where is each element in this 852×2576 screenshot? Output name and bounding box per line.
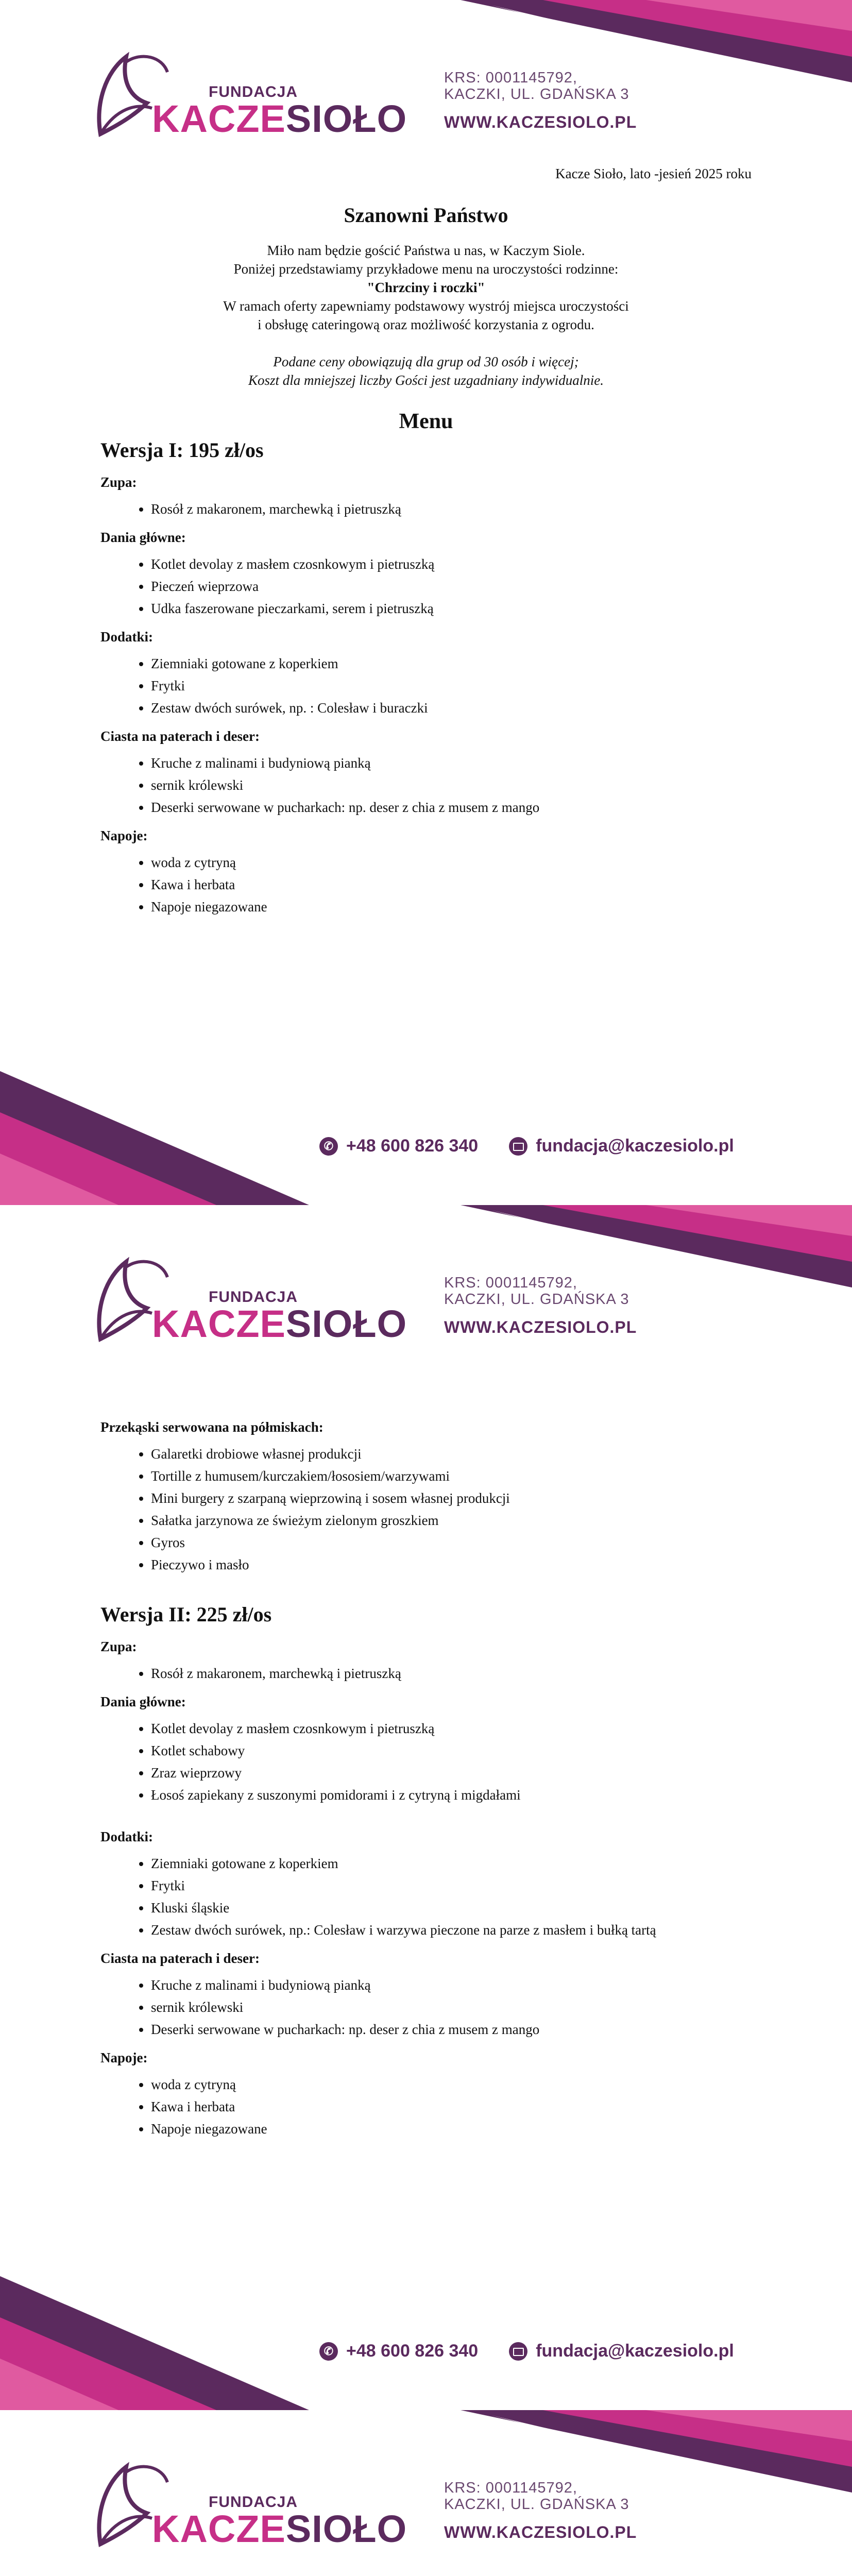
- decorative-stripes-bottom: [0, 2256, 852, 2410]
- list-item: • Frytki: [151, 676, 752, 696]
- list-item: • Frytki: [151, 1876, 752, 1895]
- list-item: • Kluski śląskie: [151, 1899, 752, 1918]
- list-item: • Ziemniaki gotowane z koperkiem: [151, 654, 752, 673]
- section-label: Przekąski serwowana na półmiskach:: [100, 1419, 323, 1435]
- logo-brand: KACZESIOŁO: [152, 2507, 407, 2550]
- page-2-content: [100, 1409, 752, 2146]
- organization-info: [444, 70, 637, 130]
- list-item: • Pieczeń wieprzowa: [151, 577, 752, 596]
- address: KACZKI, UL. GDAŃSKA 3: [444, 1291, 629, 1308]
- logo-fundacja-text: FUNDACJA: [209, 1289, 298, 1306]
- footer-contacts: [319, 2341, 734, 2361]
- logo: [90, 41, 415, 139]
- dodatki-list: [100, 654, 752, 718]
- envelope-icon: [509, 2342, 527, 2361]
- list-item: • Łosoś zapiekany z suszonymi pomidorami i z cytryną i migdałami: [151, 1786, 752, 1805]
- menu-title: Menu: [399, 410, 453, 433]
- zupa-list: [100, 500, 752, 519]
- krs-number: KRS: 0001145792,: [444, 1275, 577, 1291]
- list-item: • Kotlet devolay z masłem czosnkowym i pietruszką: [151, 555, 752, 574]
- list-item: • Kruche z malinami i budyniową pianką: [151, 754, 752, 773]
- logo-brand: KACZESIOŁO: [152, 1302, 407, 1345]
- list-item: • Gyros: [151, 1533, 752, 1552]
- section-label: Napoje:: [100, 2050, 148, 2065]
- list-item: • Napoje niegazowane: [151, 2120, 752, 2139]
- version-2-title: Wersja II: 225 zł/os: [100, 1603, 272, 1626]
- phone-icon: ✆: [319, 2342, 338, 2361]
- date-line: Kacze Sioło, lato -jesień 2025 roku: [555, 166, 752, 181]
- dania-list: [100, 555, 752, 618]
- address: KACZKI, UL. GDAŃSKA 3: [444, 2496, 629, 2513]
- website-link[interactable]: WWW.KACZESIOLO.PL: [444, 113, 637, 131]
- website-link[interactable]: WWW.KACZESIOLO.PL: [444, 2523, 637, 2541]
- logo: [90, 1246, 415, 1344]
- list-item: • Deserki serwowane w pucharkach: np. deser z chia z musem z mango: [151, 2020, 752, 2039]
- dodatki-list: [100, 1854, 752, 1940]
- list-item: • sernik królewski: [151, 776, 752, 795]
- list-item: • Kotlet schabowy: [151, 1741, 752, 1760]
- footer-phone[interactable]: ✆ +48 600 826 340: [319, 1136, 478, 1156]
- section-label: Dodatki:: [100, 629, 154, 645]
- phone-icon: ✆: [319, 1137, 338, 1156]
- footer-contacts: [319, 1136, 734, 1156]
- envelope-icon: [509, 1137, 527, 1156]
- list-item: • Galaretki drobiowe własnej produkcji: [151, 1445, 752, 1464]
- list-item: • woda z cytryną: [151, 2075, 752, 2094]
- decorative-stripes-bottom: [0, 1050, 852, 1205]
- list-item: • Zraz wieprzowy: [151, 1764, 752, 1783]
- greeting: Szanowni Państwo: [344, 204, 508, 227]
- krs-number: KRS: 0001145792,: [444, 2480, 577, 2496]
- logo: [90, 2451, 415, 2549]
- website-link[interactable]: WWW.KACZESIOLO.PL: [444, 1318, 637, 1336]
- intro: Miło nam będzie gościć Państwa u nas, w Kaczym Siole. Poniżej przedstawiamy przykładowe menu na uroczystości rodzinne: "Chrzciny i roczki" W ramach oferty zapewniamy podstawowy wystrój miejsca uroczystości i obsługę cateringową oraz możliwość korzystania z ogrodu.: [223, 243, 629, 332]
- list-item: • Ziemniaki gotowane z koperkiem: [151, 1854, 752, 1873]
- list-item: • Sałatka jarzynowa ze świeżym zielonym groszkiem: [151, 1511, 752, 1530]
- ciasta-list: [100, 1976, 752, 2039]
- napoje-list: [100, 853, 752, 917]
- list-item: • Zestaw dwóch surówek, np.: Colesław i warzywa pieczone na parze z masłem i bułką tartą: [151, 1921, 752, 1940]
- page-3: [0, 2410, 852, 2576]
- address: KACZKI, UL. GDAŃSKA 3: [444, 86, 629, 103]
- dania-list: [100, 1719, 752, 1805]
- list-item: • Rosół z makaronem, marchewką i pietruszką: [151, 1664, 752, 1683]
- page-1-content: [100, 206, 752, 924]
- footer-email[interactable]: fundacja@kaczesiolo.pl: [509, 1136, 734, 1156]
- list-item: • Pieczywo i masło: [151, 1555, 752, 1574]
- list-item: • Kawa i herbata: [151, 875, 752, 894]
- organization-info: [444, 2480, 637, 2540]
- section-label: Zupa:: [100, 474, 137, 490]
- zupa-list: [100, 1664, 752, 1683]
- section-label: Ciasta na paterach i deser:: [100, 728, 260, 744]
- page-1: [0, 0, 852, 1205]
- list-item: • Kawa i herbata: [151, 2097, 752, 2116]
- napoje-list: [100, 2075, 752, 2139]
- section-label: Ciasta na paterach i deser:: [100, 1951, 260, 1966]
- list-item: • Mini burgery z szarpaną wieprzowiną i sosem własnej produkcji: [151, 1489, 752, 1508]
- list-item: • Kruche z malinami i budyniową pianką: [151, 1976, 752, 1995]
- section-label: Dania główne:: [100, 530, 186, 545]
- list-item: • Napoje niegazowane: [151, 897, 752, 917]
- przekaski-list: [100, 1445, 752, 1574]
- list-item: • Rosół z makaronem, marchewką i pietruszką: [151, 500, 752, 519]
- list-item: • Deserki serwowane w pucharkach: np. deser z chia z musem z mango: [151, 798, 752, 817]
- organization-info: [444, 1275, 637, 1335]
- krs-number: KRS: 0001145792,: [444, 70, 577, 86]
- version-1-title: Wersja I: 195 zł/os: [100, 438, 264, 462]
- ciasta-list: [100, 754, 752, 817]
- list-item: • Zestaw dwóch surówek, np. : Colesław i buraczki: [151, 699, 752, 718]
- price-note: Podane ceny obowiązują dla grup od 30 osób i więcej; Koszt dla mniejszej liczby Gości jest uzgadniany indywidualnie.: [248, 354, 604, 388]
- list-item: • Tortille z humusem/kurczakiem/łososiem/warzywami: [151, 1467, 752, 1486]
- logo-brand: KACZESIOŁO: [152, 97, 407, 140]
- list-item: • sernik królewski: [151, 1998, 752, 2017]
- section-label: Dania główne:: [100, 1694, 186, 1709]
- list-item: • woda z cytryną: [151, 853, 752, 872]
- list-item: • Udka faszerowane pieczarkami, serem i pietruszką: [151, 599, 752, 618]
- logo-fundacja-text: FUNDACJA: [209, 83, 298, 100]
- page-2: [0, 1205, 852, 2410]
- logo-fundacja-text: FUNDACJA: [209, 2494, 298, 2511]
- section-label: Zupa:: [100, 1639, 137, 1654]
- section-label: Napoje:: [100, 828, 148, 843]
- footer-phone[interactable]: ✆ +48 600 826 340: [319, 2341, 478, 2361]
- footer-email[interactable]: fundacja@kaczesiolo.pl: [509, 2341, 734, 2361]
- section-label: Dodatki:: [100, 1829, 154, 1844]
- list-item: • Kotlet devolay z masłem czosnkowym i pietruszką: [151, 1719, 752, 1738]
